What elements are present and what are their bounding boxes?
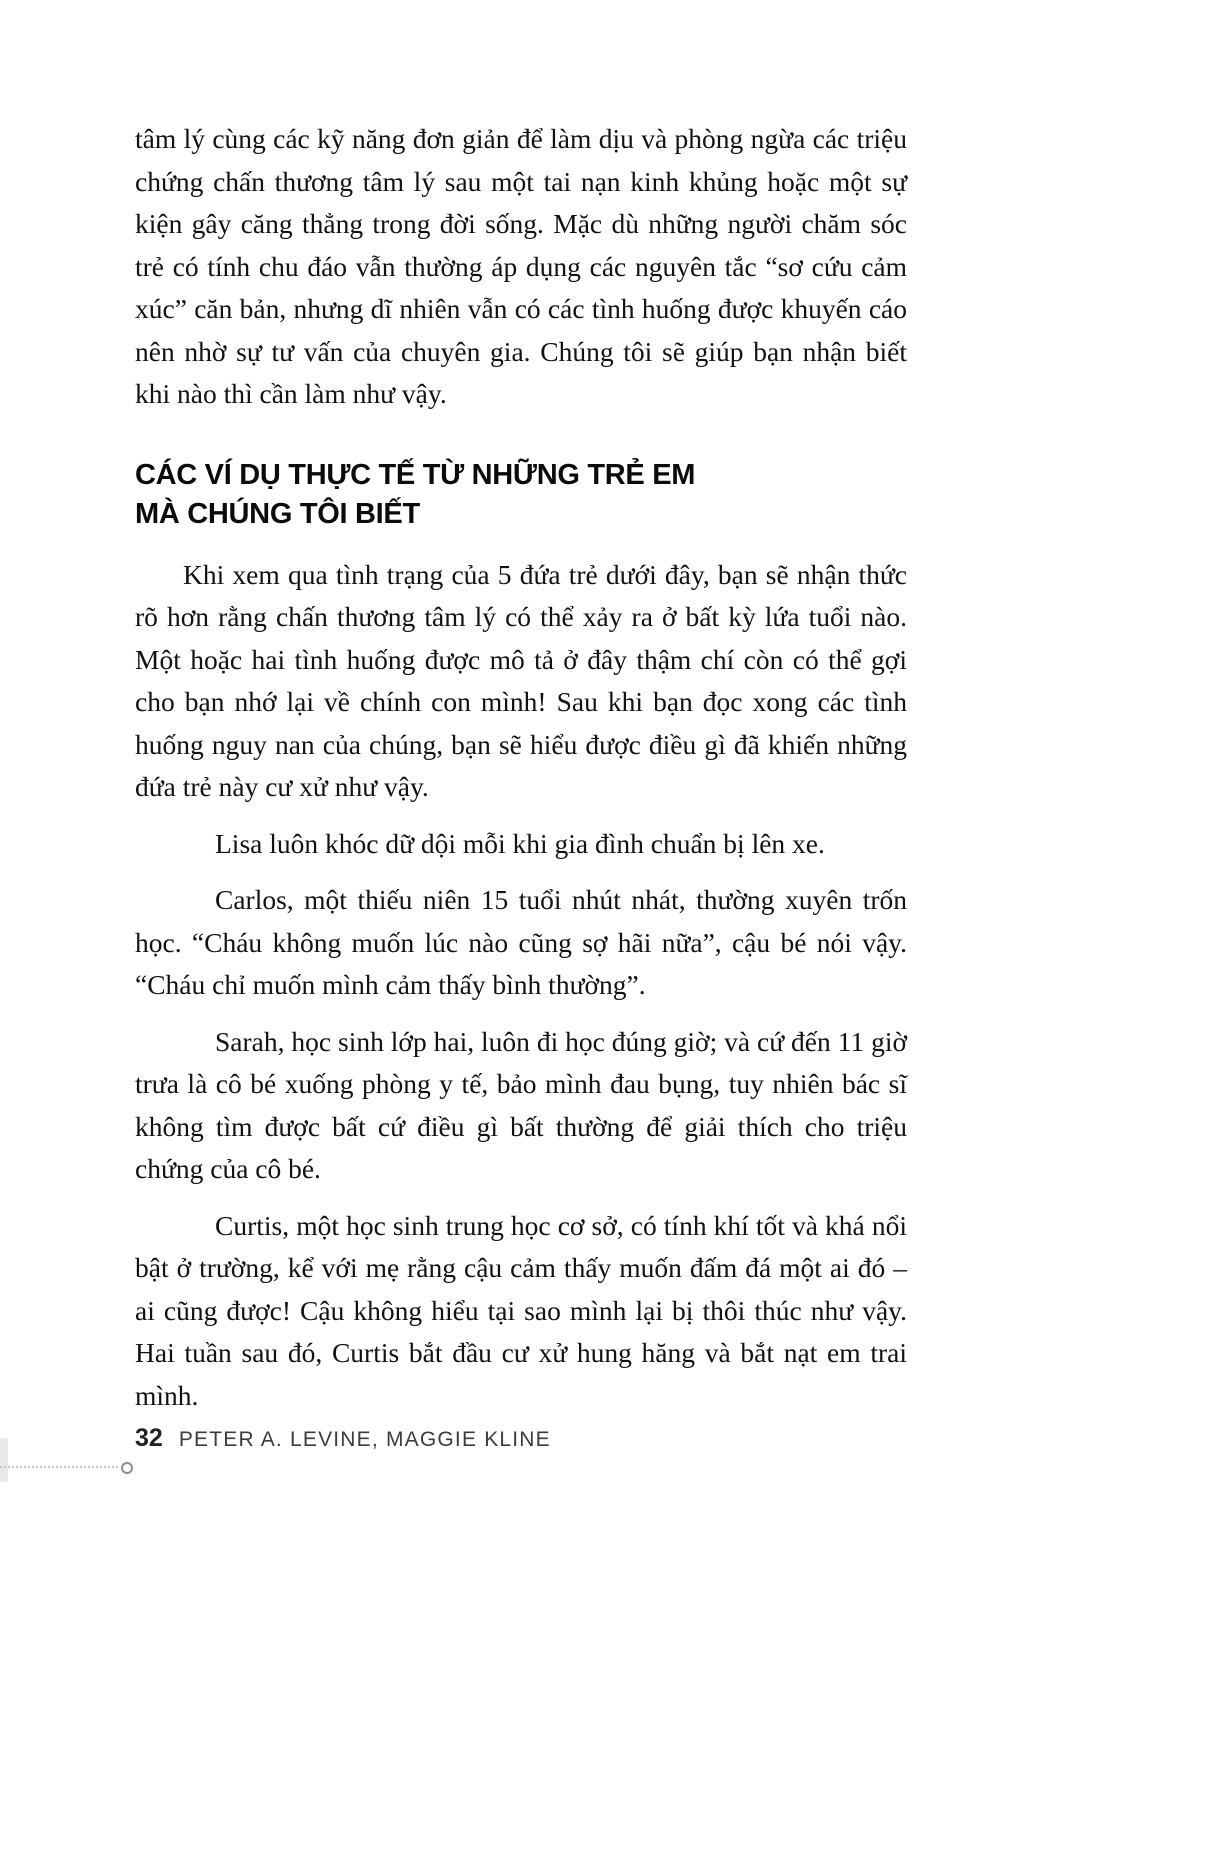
footer-authors: PETER A. LEVINE, MAGGIE KLINE bbox=[178, 1428, 551, 1451]
section-heading-line2: MÀ CHÚNG TÔI BIẾT bbox=[135, 497, 420, 530]
page-edge-tab bbox=[0, 1438, 8, 1482]
main-text-block bbox=[135, 118, 907, 1417]
paragraph-carlos: Carlos, một thiếu niên 15 tuổi nhút nhát, thường xuyên trốn học. “Cháu không muốn lúc nào cũng sợ hãi nữa”, cậu bé nói vậy. “Cháu chỉ muốn mình cảm thấy bình thường”. bbox=[135, 884, 907, 1000]
page-footer bbox=[135, 1424, 551, 1453]
section-heading bbox=[135, 456, 907, 534]
paragraph-lisa: Lisa luôn khóc dữ dội mỗi khi gia đình chuẩn bị lên xe. bbox=[215, 827, 825, 859]
rule-end-circle-icon bbox=[121, 1462, 133, 1474]
paragraph-continuation: tâm lý cùng các kỹ năng đơn giản để làm dịu và phòng ngừa các triệu chứng chấn thương tâm lý sau một tai nạn kinh khủng hoặc một sự kiện gây căng thẳng trong đời sống. Mặc dù những người chăm sóc trẻ có tính chu đáo vẫn thường áp dụng các nguyên tắc “sơ cứu cảm xúc” căn bản, nhưng dĩ nhiên vẫn có các tình huống được khuyến cáo nên nhờ sự tư vấn của chuyên gia. Chúng tôi sẽ giúp bạn nhận biết khi nào thì cần làm như vậy. bbox=[135, 123, 907, 409]
paragraph-sarah: Sarah, học sinh lớp hai, luôn đi học đúng giờ; và cứ đến 11 giờ trưa là cô bé xuống phòng y tế, bảo mình đau bụng, tuy nhiên bác sĩ không tìm được bất cứ điều gì bất thường để giải thích cho triệu chứng của cô bé. bbox=[135, 1025, 907, 1184]
paragraph-curtis: Curtis, một học sinh trung học cơ sở, có tính khí tốt và khá nổi bật ở trường, kể với mẹ rằng cậu cảm thấy muốn đấm đá một ai đó – ai cũng được! Cậu không hiểu tại sao mình lại bị thôi thúc như vậy. Hai tuần sau đó, Curtis bắt đầu cư xử hung hăng và bắt nạt em trai mình. bbox=[135, 1209, 907, 1411]
dotted-line bbox=[0, 1466, 118, 1468]
dotted-rule bbox=[0, 1461, 138, 1473]
paragraph-intro-examples: Khi xem qua tình trạng của 5 đứa trẻ dưới đây, bạn sẽ nhận thức rõ hơn rằng chấn thương tâm lý có thể xảy ra ở bất kỳ lứa tuổi nào. Một hoặc hai tình huống được mô tả ở đây thậm chí còn có thể gợi cho bạn nhớ lại về chính con mình! Sau khi bạn đọc xong các tình huống nguy nan của chúng, bạn sẽ hiểu được điều gì đã khiến những đứa trẻ này cư xử như vậy. bbox=[135, 558, 907, 802]
page-number: 32 bbox=[135, 1424, 163, 1452]
section-heading-line1: CÁC VÍ DỤ THỰC TẾ TỪ NHỮNG TRẺ EM bbox=[135, 458, 696, 491]
